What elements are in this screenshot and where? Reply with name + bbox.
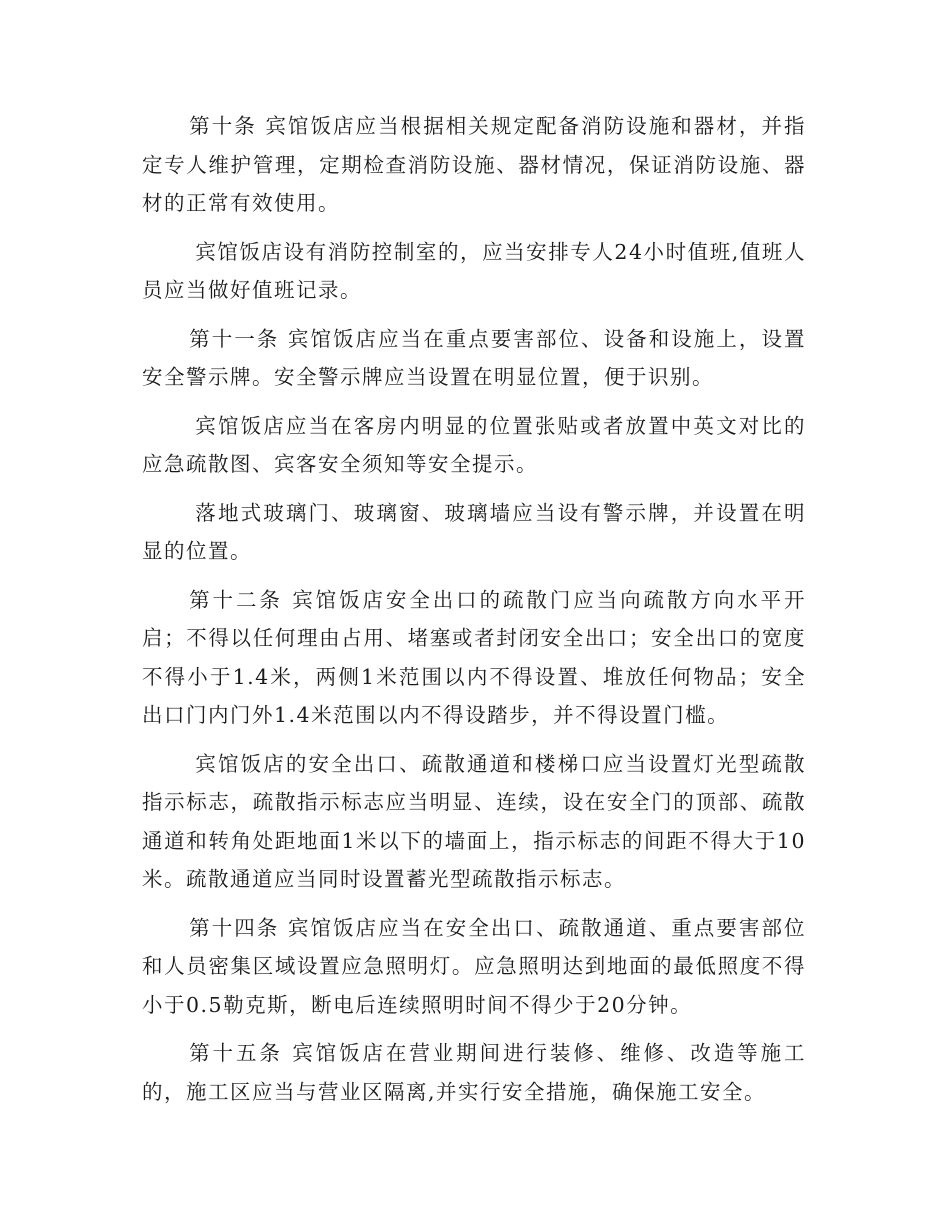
paragraph-article-12: 第十二条 宾馆饭店安全出口的疏散门应当向疏散方向水平开启；不得以任何理由占用、堵塞或者封闭安全出口；安全出口的宽度不得小于1.4米，两侧1米范围以内不得设置、堆放任何物品；安全出口门内门外1.4米范围以内不得设踏步，并不得设置门槛。: [142, 587, 806, 727]
paragraph-article-11: 第十一条 宾馆饭店应当在重点要害部位、设备和设施上，设置安全警示牌。安全警示牌应当设置在明显位置，便于识别。: [142, 326, 806, 389]
paragraph-evacuation-signs: 宾馆饭店的安全出口、疏散通道和楼梯口应当设置灯光型疏散指示标志，疏散指示标志应当明显、连续，设在安全门的顶部、疏散通道和转角处距地面1米以下的墙面上，指示标志的间距不得大于10米。疏散通道应当同时设置蓄光型疏散指示标志。: [142, 751, 806, 891]
paragraph-article-14: 第十四条 宾馆饭店应当在安全出口、疏散通道、重点要害部位和人员密集区域设置应急照明灯。应急照明达到地面的最低照度不得小于0.5勒克斯，断电后连续照明时间不得少于20分钟。: [142, 915, 806, 1017]
paragraph-fire-control-room: 宾馆饭店设有消防控制室的，应当安排专人24小时值班,值班人员应当做好值班记录。: [142, 239, 806, 302]
paragraph-article-10: 第十条 宾馆饭店应当根据相关规定配备消防设施和器材，并指定专人维护管理，定期检查消防设施、器材情况，保证消防设施、器材的正常有效使用。: [142, 114, 806, 215]
document-body: [142, 107, 806, 1121]
paragraph-glass-warning: 落地式玻璃门、玻璃窗、玻璃墙应当设有警示牌，并设置在明显的位置。: [142, 500, 806, 563]
paragraph-article-15: 第十五条 宾馆饭店在营业期间进行装修、维修、改造等施工的，施工区应当与营业区隔离,并实行安全措施，确保施工安全。: [142, 1041, 806, 1104]
paragraph-room-evacuation-map: 宾馆饭店应当在客房内明显的位置张贴或者放置中英文对比的应急疏散图、宾客安全须知等安全提示。: [142, 413, 806, 476]
